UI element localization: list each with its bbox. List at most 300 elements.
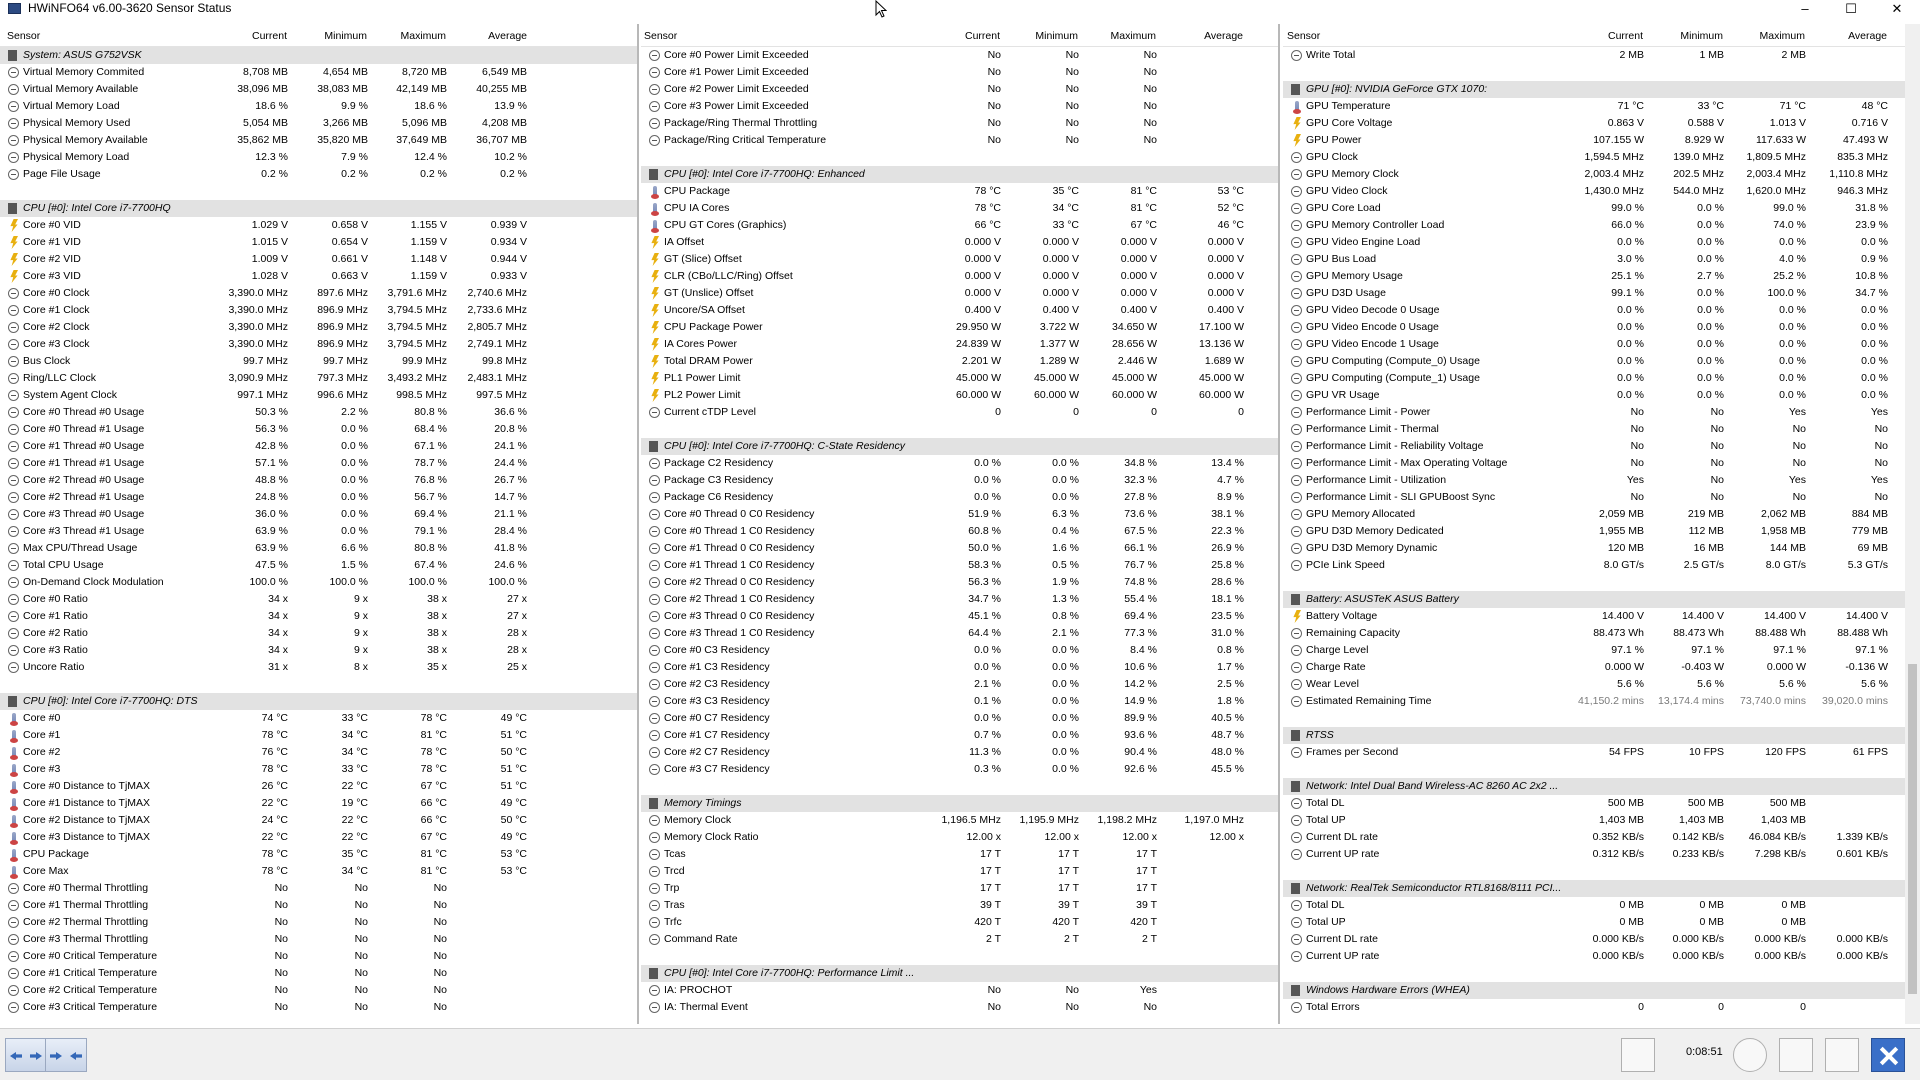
sensor-row[interactable] <box>0 574 637 591</box>
sensor-row[interactable] <box>641 251 1278 268</box>
sensor-row[interactable] <box>641 642 1278 659</box>
sensor-name: Core #0 VID <box>23 219 81 231</box>
sensor-group-header[interactable] <box>1283 81 1905 98</box>
sensor-row[interactable] <box>0 166 637 183</box>
sensor-row[interactable] <box>0 489 637 506</box>
sensor-group-header[interactable] <box>1283 591 1905 608</box>
sensor-row[interactable] <box>0 438 637 455</box>
sensor-row[interactable] <box>641 217 1278 234</box>
value-average: 27 x <box>507 593 527 605</box>
sensor-row[interactable] <box>641 64 1278 81</box>
sensor-row[interactable] <box>1283 98 1905 115</box>
sensor-row[interactable] <box>1283 336 1905 353</box>
sensor-row[interactable] <box>641 115 1278 132</box>
value-maximum: 0.0 % <box>1779 355 1806 367</box>
close-sensors-button[interactable] <box>1871 1038 1905 1072</box>
sensor-row[interactable] <box>1283 846 1905 863</box>
sensor-row[interactable] <box>641 574 1278 591</box>
sensor-row[interactable] <box>1283 744 1905 761</box>
sensor-row[interactable] <box>1283 149 1905 166</box>
sensor-row[interactable] <box>1283 829 1905 846</box>
sensor-row[interactable] <box>0 540 637 557</box>
sensor-row[interactable] <box>1283 608 1905 625</box>
sensor-row[interactable] <box>0 982 637 999</box>
sensor-name: Core #0 <box>23 712 61 724</box>
sensor-row[interactable] <box>0 914 637 931</box>
value-current: 0 <box>995 406 1001 418</box>
sensor-row[interactable] <box>641 557 1278 574</box>
sensor-row[interactable] <box>641 999 1278 1016</box>
sensor-row[interactable] <box>0 251 637 268</box>
sensor-row[interactable] <box>641 744 1278 761</box>
sensor-row[interactable] <box>0 115 637 132</box>
column-header[interactable] <box>1283 24 1905 47</box>
value-minimum: 1.377 W <box>1039 338 1079 350</box>
sensor-name: Performance Limit - Reliability Voltage <box>1306 440 1484 452</box>
close-window-button[interactable]: ✕ <box>1891 1 1903 16</box>
sensor-row[interactable] <box>0 880 637 897</box>
header-sensor[interactable]: Sensor <box>644 30 678 42</box>
sensor-row[interactable] <box>1283 540 1905 557</box>
sensor-row[interactable] <box>0 795 637 812</box>
sensor-row[interactable] <box>1283 914 1905 931</box>
value-maximum: 0.0 % <box>1779 389 1806 401</box>
value-current: No <box>987 49 1001 61</box>
value-minimum: 16 MB <box>1693 542 1724 554</box>
value-maximum: 0.000 W <box>1766 661 1806 673</box>
sensor-row[interactable] <box>1283 999 1905 1016</box>
sensor-row[interactable] <box>0 81 637 98</box>
value-minimum: 1,403 MB <box>1679 814 1724 826</box>
sensor-pane-middle[interactable] <box>641 24 1280 1024</box>
value-minimum: 13,174.4 mins <box>1658 695 1724 707</box>
sensor-row[interactable] <box>1283 302 1905 319</box>
sensor-row[interactable] <box>1283 319 1905 336</box>
sensor-row[interactable] <box>641 81 1278 98</box>
sensor-row[interactable] <box>641 353 1278 370</box>
sensor-row[interactable] <box>1283 285 1905 302</box>
sensor-row[interactable] <box>0 523 637 540</box>
sensor-circle-icon <box>8 322 19 333</box>
value-minimum: 0.0 % <box>1697 355 1724 367</box>
sensor-name: Core Max <box>23 865 69 877</box>
sensor-circle-icon <box>649 730 660 741</box>
value-maximum: 68.4 % <box>414 423 447 435</box>
sensor-row[interactable] <box>641 693 1278 710</box>
sensor-circle-icon <box>1291 220 1302 231</box>
sensor-row[interactable] <box>641 98 1278 115</box>
sensor-row[interactable] <box>0 863 637 880</box>
sensor-row[interactable] <box>0 132 637 149</box>
value-minimum: 17 T <box>1058 848 1079 860</box>
device-group-icon <box>649 169 658 180</box>
settings-gear-icon[interactable] <box>1825 1038 1859 1072</box>
sensor-row[interactable] <box>0 353 637 370</box>
sensor-row[interactable] <box>1283 166 1905 183</box>
header-average[interactable]: Average <box>1848 30 1887 42</box>
voltage-bolt-icon <box>651 270 659 283</box>
value-average: Yes <box>1870 474 1888 486</box>
sensor-name: Estimated Remaining Time <box>1306 695 1432 707</box>
sensor-row[interactable] <box>0 302 637 319</box>
value-maximum: 998.5 MHz <box>396 389 447 401</box>
header-sensor[interactable]: Sensor <box>1287 30 1321 42</box>
sensor-row[interactable] <box>1283 47 1905 64</box>
sensor-row[interactable] <box>0 965 637 982</box>
sensor-row[interactable] <box>641 455 1278 472</box>
sensor-row[interactable] <box>0 336 637 353</box>
sensor-name: CPU IA Cores <box>664 202 730 214</box>
sensor-circle-icon <box>649 1002 660 1013</box>
header-average[interactable]: Average <box>1204 30 1243 42</box>
sensor-row[interactable] <box>0 455 637 472</box>
sensor-row[interactable] <box>641 982 1278 999</box>
sensor-row[interactable] <box>0 591 637 608</box>
value-current: 2,059 MB <box>1599 508 1644 520</box>
sensor-row[interactable] <box>1283 931 1905 948</box>
column-header[interactable] <box>641 24 1278 47</box>
value-average: 2,483.1 MHz <box>467 372 527 384</box>
value-maximum: 81 °C <box>1130 185 1157 197</box>
value-current: 22 °C <box>261 797 288 809</box>
sensor-row[interactable] <box>641 829 1278 846</box>
voltage-bolt-icon <box>651 372 659 385</box>
sensor-row[interactable] <box>1283 489 1905 506</box>
header-average[interactable]: Average <box>488 30 527 42</box>
sensor-row[interactable] <box>641 931 1278 948</box>
sensor-row[interactable] <box>641 285 1278 302</box>
sensor-row[interactable] <box>641 846 1278 863</box>
value-maximum: 0.0 % <box>1779 338 1806 350</box>
value-maximum: No <box>433 967 447 979</box>
sensor-row[interactable] <box>641 183 1278 200</box>
sensor-group-header[interactable] <box>1283 880 1905 897</box>
sensor-circle-icon <box>1291 526 1302 537</box>
sensor-row[interactable] <box>0 948 637 965</box>
sensor-row[interactable] <box>641 319 1278 336</box>
sensor-row[interactable] <box>641 710 1278 727</box>
value-current: 0.0 % <box>1617 236 1644 248</box>
sensor-row[interactable] <box>1283 370 1905 387</box>
sensor-row[interactable] <box>1283 676 1905 693</box>
header-minimum[interactable]: Minimum <box>1035 30 1078 42</box>
sensor-row[interactable] <box>1283 387 1905 404</box>
sensor-row[interactable] <box>1283 455 1905 472</box>
sensor-row[interactable] <box>641 897 1278 914</box>
value-minimum: 0.0 % <box>341 508 368 520</box>
sensor-row[interactable] <box>641 234 1278 251</box>
sensor-row[interactable] <box>1283 217 1905 234</box>
sensor-row[interactable] <box>0 829 637 846</box>
value-current: 26 °C <box>261 780 288 792</box>
sensor-circle-icon <box>649 849 660 860</box>
header-maximum[interactable]: Maximum <box>400 30 446 42</box>
sensor-group-header[interactable] <box>1283 982 1905 999</box>
sensor-row[interactable] <box>1283 693 1905 710</box>
sensor-row[interactable] <box>641 387 1278 404</box>
voltage-bolt-icon <box>651 338 659 351</box>
sensor-row[interactable] <box>0 421 637 438</box>
sensor-name: Wear Level <box>1306 678 1359 690</box>
sensor-row[interactable] <box>0 846 637 863</box>
sensor-row[interactable] <box>1283 795 1905 812</box>
value-current: 12.3 % <box>255 151 288 163</box>
sensor-row[interactable] <box>0 285 637 302</box>
clock-reset-icon[interactable] <box>1733 1038 1767 1072</box>
sensor-row[interactable] <box>641 370 1278 387</box>
header-current[interactable]: Current <box>1607 30 1643 42</box>
header-minimum[interactable]: Minimum <box>1680 30 1723 42</box>
sensor-row[interactable] <box>641 625 1278 642</box>
sensor-pane-left[interactable] <box>0 24 639 1024</box>
value-current: 71 °C <box>1617 100 1644 112</box>
sensor-group-header[interactable] <box>641 166 1278 183</box>
sensor-row[interactable] <box>1283 642 1905 659</box>
sensor-pane-right[interactable] <box>1283 24 1905 1024</box>
sensor-row[interactable] <box>1283 438 1905 455</box>
sensor-circle-icon <box>8 968 19 979</box>
value-maximum: 67 °C <box>1130 219 1157 231</box>
value-minimum: 4,654 MB <box>323 66 368 78</box>
value-average: No <box>1874 491 1888 503</box>
value-current: 3,390.0 MHz <box>228 321 288 333</box>
value-current: 17 T <box>980 865 1001 877</box>
value-maximum: 2.446 W <box>1117 355 1157 367</box>
sensor-row[interactable] <box>641 200 1278 217</box>
sensor-row[interactable] <box>1283 421 1905 438</box>
value-average: 51 °C <box>500 763 527 775</box>
value-maximum: 55.4 % <box>1124 593 1157 605</box>
sensor-row[interactable] <box>0 999 637 1016</box>
value-maximum: 45.000 W <box>1112 372 1157 384</box>
sensor-row[interactable] <box>0 727 637 744</box>
spacer-row <box>1283 64 1905 81</box>
header-maximum[interactable]: Maximum <box>1759 30 1805 42</box>
sensor-row[interactable] <box>0 404 637 421</box>
sensor-group-header[interactable] <box>1283 727 1905 744</box>
sensor-name: Core #2 Clock <box>23 321 90 333</box>
sensor-row[interactable] <box>0 642 637 659</box>
header-minimum[interactable]: Minimum <box>324 30 367 42</box>
sensor-row[interactable] <box>0 64 637 81</box>
sensor-circle-icon <box>649 577 660 588</box>
sensor-row[interactable] <box>641 523 1278 540</box>
sensor-row[interactable] <box>0 98 637 115</box>
value-current: 78 °C <box>261 763 288 775</box>
value-minimum: 0.0 % <box>341 423 368 435</box>
value-current: 0 <box>1638 1001 1644 1013</box>
sensor-row[interactable] <box>641 676 1278 693</box>
minimize-button[interactable]: – <box>1801 1 1809 16</box>
column-header[interactable] <box>0 24 637 47</box>
sensor-name: Core #2 Critical Temperature <box>23 984 158 996</box>
sensor-row[interactable] <box>0 217 637 234</box>
group-name: Memory Timings <box>664 797 742 809</box>
sensor-row[interactable] <box>641 489 1278 506</box>
sensor-row[interactable] <box>641 506 1278 523</box>
header-sensor[interactable]: Sensor <box>7 30 41 42</box>
sensor-name: Core #3 Distance to TjMAX <box>23 831 151 843</box>
sensor-row[interactable] <box>1283 132 1905 149</box>
collapse-columns-button[interactable] <box>45 1038 87 1072</box>
sensor-group-header[interactable] <box>0 200 637 217</box>
sensor-row[interactable] <box>641 863 1278 880</box>
network-logging-icon[interactable] <box>1621 1038 1655 1072</box>
sensor-name: GPU Video Engine Load <box>1306 236 1421 248</box>
sensor-row[interactable] <box>1283 625 1905 642</box>
sensor-circle-icon <box>8 492 19 503</box>
sensor-row[interactable] <box>0 608 637 625</box>
value-maximum: No <box>1143 117 1157 129</box>
value-current: No <box>1630 491 1644 503</box>
value-current: No <box>274 950 288 962</box>
sensor-row[interactable] <box>0 761 637 778</box>
value-current: No <box>1630 406 1644 418</box>
value-maximum: 66 °C <box>420 814 447 826</box>
sensor-group-header[interactable] <box>641 965 1278 982</box>
value-minimum: 0.661 V <box>331 253 368 265</box>
sensor-row[interactable] <box>0 625 637 642</box>
value-maximum: 80.8 % <box>414 542 447 554</box>
sensor-row[interactable] <box>0 710 637 727</box>
sensor-name: Core #1 Thread #1 Usage <box>23 457 145 469</box>
sensor-name: Virtual Memory Available <box>23 83 139 95</box>
sensor-row[interactable] <box>0 268 637 285</box>
value-average: 49 °C <box>500 831 527 843</box>
sensor-row[interactable] <box>0 659 637 676</box>
sensor-row[interactable] <box>0 234 637 251</box>
sensor-row[interactable] <box>0 744 637 761</box>
sensor-row[interactable] <box>0 370 637 387</box>
value-average: 26.7 % <box>494 474 527 486</box>
sensor-row[interactable] <box>641 268 1278 285</box>
sensor-row[interactable] <box>1283 200 1905 217</box>
sensor-row[interactable] <box>641 914 1278 931</box>
sensor-name: Virtual Memory Load <box>23 100 120 112</box>
value-average: 5.6 % <box>1861 678 1888 690</box>
sensor-row[interactable] <box>1283 812 1905 829</box>
value-current: No <box>1630 423 1644 435</box>
sensor-row[interactable] <box>0 319 637 336</box>
sensor-row[interactable] <box>1283 404 1905 421</box>
sensor-row[interactable] <box>0 472 637 489</box>
sensor-row[interactable] <box>1283 659 1905 676</box>
sensor-group-header[interactable] <box>641 795 1278 812</box>
sensor-row[interactable] <box>641 404 1278 421</box>
sensor-row[interactable] <box>0 557 637 574</box>
expand-columns-button[interactable] <box>5 1038 47 1072</box>
sensor-row[interactable] <box>1283 557 1905 574</box>
vertical-scrollbar[interactable] <box>1905 24 1920 1024</box>
sensor-row[interactable] <box>641 540 1278 557</box>
sensor-row[interactable] <box>641 812 1278 829</box>
sensor-row[interactable] <box>1283 251 1905 268</box>
sensor-name: GPU Video Encode 1 Usage <box>1306 338 1439 350</box>
sensor-row[interactable] <box>641 47 1278 64</box>
sensor-row[interactable] <box>1283 897 1905 914</box>
sensor-row[interactable] <box>0 506 637 523</box>
sensor-group-header[interactable] <box>0 693 637 710</box>
sensor-row[interactable] <box>0 778 637 795</box>
sensor-name: Total DL <box>1306 797 1345 809</box>
maximize-button[interactable]: ☐ <box>1845 1 1857 16</box>
sensor-circle-icon <box>8 407 19 418</box>
sensor-circle-icon <box>1291 441 1302 452</box>
sensor-row[interactable] <box>1283 353 1905 370</box>
scrollbar-thumb[interactable] <box>1908 664 1917 994</box>
thermometer-icon <box>653 220 657 232</box>
sensor-row[interactable] <box>1283 183 1905 200</box>
value-current: No <box>987 100 1001 112</box>
sensor-row[interactable] <box>641 132 1278 149</box>
value-maximum: 77.3 % <box>1124 627 1157 639</box>
sensor-row[interactable] <box>641 761 1278 778</box>
sensor-row[interactable] <box>0 387 637 404</box>
sensor-row[interactable] <box>1283 506 1905 523</box>
sensor-row[interactable] <box>1283 523 1905 540</box>
sensor-name: PL2 Power Limit <box>664 389 741 401</box>
device-group-icon <box>8 203 17 214</box>
value-average: 24.4 % <box>494 457 527 469</box>
sensor-row[interactable] <box>1283 115 1905 132</box>
value-current: 8,708 MB <box>243 66 288 78</box>
sensor-circle-icon <box>8 339 19 350</box>
sensor-row[interactable] <box>1283 234 1905 251</box>
value-minimum: No <box>1065 134 1079 146</box>
value-minimum: 202.5 MHz <box>1673 168 1724 180</box>
sensor-row[interactable] <box>641 591 1278 608</box>
value-current: 1,196.5 MHz <box>941 814 1001 826</box>
header-current[interactable]: Current <box>964 30 1000 42</box>
header-maximum[interactable]: Maximum <box>1110 30 1156 42</box>
sensor-name: GPU Memory Allocated <box>1306 508 1416 520</box>
value-minimum: 17 T <box>1058 882 1079 894</box>
sensor-group-header[interactable] <box>1283 778 1905 795</box>
sensor-row[interactable] <box>1283 948 1905 965</box>
sensor-name: CPU Package Power <box>664 321 763 333</box>
sensor-row[interactable] <box>1283 472 1905 489</box>
value-minimum: 0.588 V <box>1687 117 1724 129</box>
sensor-row[interactable] <box>0 812 637 829</box>
sensor-row[interactable] <box>641 880 1278 897</box>
sensor-group-header[interactable] <box>641 438 1278 455</box>
sensor-row[interactable] <box>0 931 637 948</box>
value-minimum: 34 °C <box>341 729 368 741</box>
sensor-row[interactable] <box>641 302 1278 319</box>
sensor-row[interactable] <box>641 472 1278 489</box>
value-maximum: No <box>433 882 447 894</box>
sensor-row[interactable] <box>0 897 637 914</box>
sensor-row[interactable] <box>1283 268 1905 285</box>
sensor-row[interactable] <box>0 149 637 166</box>
sensor-name: GPU Computing (Compute_0) Usage <box>1306 355 1480 367</box>
value-average: 49 °C <box>500 712 527 724</box>
sensor-row[interactable] <box>641 608 1278 625</box>
header-current[interactable]: Current <box>251 30 287 42</box>
sensor-group-header[interactable] <box>0 47 637 64</box>
sensor-circle-icon <box>1291 917 1302 928</box>
value-current: 38,096 MB <box>237 83 288 95</box>
sensor-row[interactable] <box>641 659 1278 676</box>
sensor-row[interactable] <box>641 336 1278 353</box>
add-report-icon[interactable] <box>1779 1038 1813 1072</box>
value-current: 51.9 % <box>968 508 1001 520</box>
sensor-row[interactable] <box>641 727 1278 744</box>
value-current: 2,003.4 MHz <box>1584 168 1644 180</box>
sensor-name: Core #2 Power Limit Exceeded <box>664 83 809 95</box>
value-average: 24.6 % <box>494 559 527 571</box>
value-average: 0.000 V <box>1207 253 1244 265</box>
